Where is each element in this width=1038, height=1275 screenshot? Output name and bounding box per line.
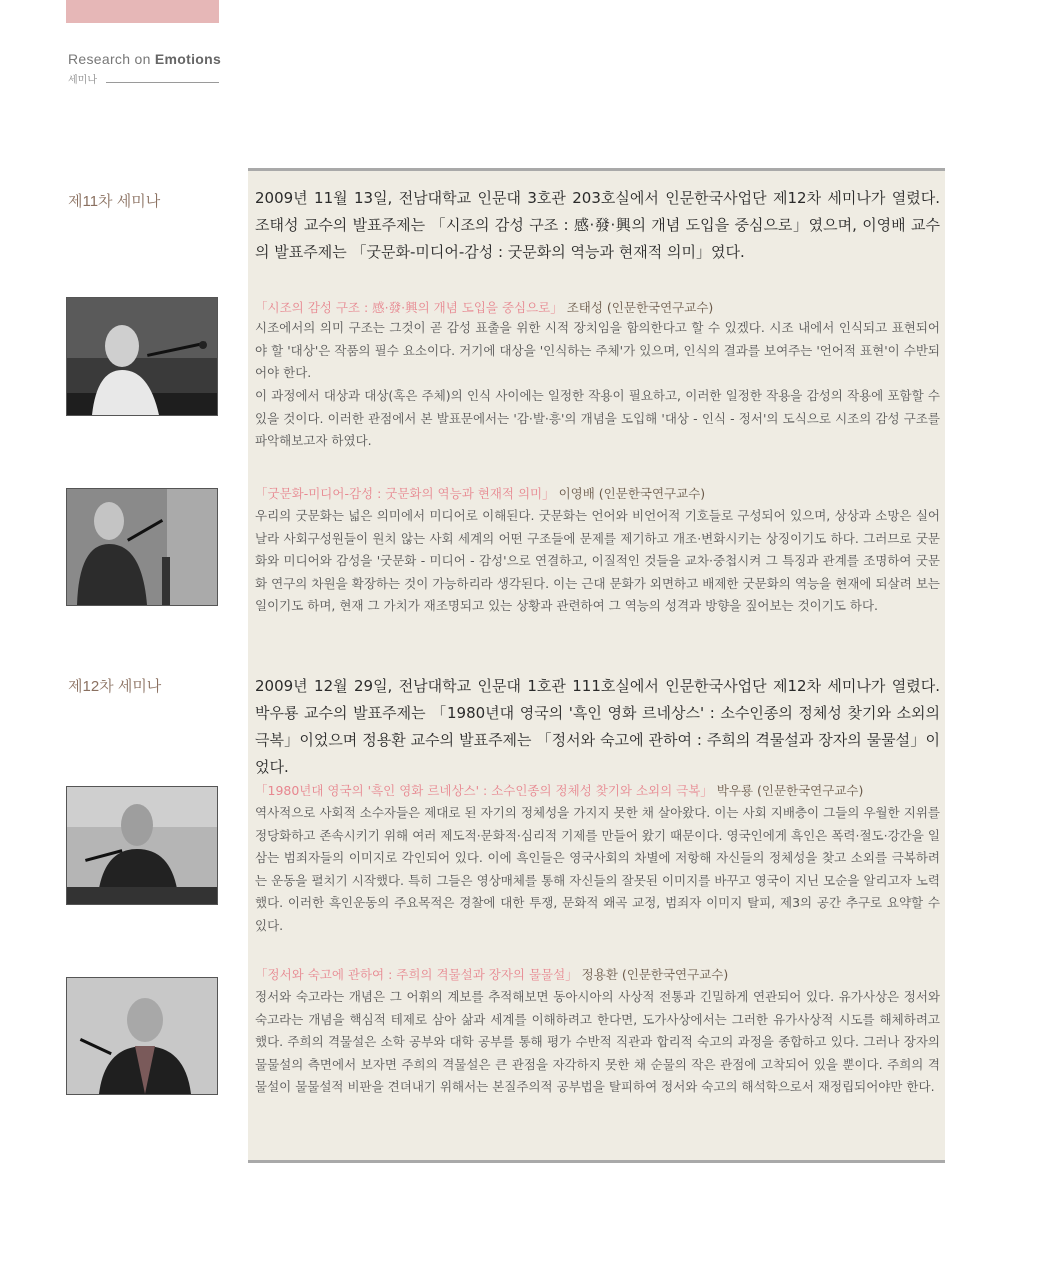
section-subtitle: 세미나: [68, 75, 97, 86]
seminar-12-talk-1-heading: [255, 781, 940, 799]
talk-title: 「굿문화-미디어-감성 : 굿문화의 역능과 현재적 의미」: [255, 486, 555, 501]
seminar-12-talk-2-heading: [255, 965, 940, 983]
talk-title: 「1980년대 영국의 '흑인 영화 르네상스' : 소수인종의 정체성 찾기와 소외의 극복」: [255, 783, 713, 798]
seminar-11-talk-2-body: 우리의 굿문화는 넓은 의미에서 미디어로 이해된다. 굿문화는 언어와 비언어적 기호들로 구성되어 있으며, 상상과 소망은 실어 날라 사회구성원들이 원치 않는 사회 세계의 어떤 구조들에 문제를 제기하고 개조·변화시키는 상징이기도 하다. 그러므로 굿문화와 미디어와 감성을 '굿문화 - 미디어 - 감성'으로 연결하고, 이질적인 것들을 교차·중첩시켜 그 특징과 관계를 조명하여 굿문화 연구의 차원을 확장하는 것이 가능하리라 생각된다. 이는 근대 문화가 외면하고 배제한 굿문화의 역능을 현재에 되살려 보는 일이기도 하며, 현재 그 가치가 재조명되고 있는 상황과 관련하여 그 역능의 성격과 방향을 짚어보는 것이기도 하다.: [255, 508, 940, 613]
section-title-bold: Emotions: [154, 51, 222, 67]
seminar-12-talk-1-body: 역사적으로 사회적 소수자들은 제대로 된 자기의 정체성을 가지지 못한 채 살아왔다. 이는 사회 지배층이 그들의 우월한 지위를 정당화하고 존속시키기 위해 여러 제도적·문화적·심리적 기제를 만들어 왔기 때문이다. 영국인에게 흑인은 폭력·절도·강간을 일삼는 범죄자들의 이미지로 각인되어 있다. 이에 흑인들은 영국사회의 차별에 저항해 자신들의 정체성을 찾고 소외를 극복하려는 운동을 펼치기 시작했다. 특히 그들은 영상매체를 통해 자신들의 잘못된 이미지를 바꾸고 영국이 지닌 모순을 알리고자 노력했다. 이러한 흑인운동의 주요목적은 경찰에 대한 투쟁, 문화적 왜곡 교정, 범죄자 이미지 탈피, 제3의 공간 추구로 요약할 수 있다.: [255, 805, 940, 933]
header-divider: [106, 82, 219, 83]
photo-speaker-4: [66, 977, 218, 1095]
talk-speaker: 정용환 (인문한국연구교수): [581, 967, 729, 982]
talk-title: 「정서와 숙고에 관하여 : 주희의 격물설과 장자의 물물설」: [255, 967, 578, 982]
seminar-11-talk-1-heading: [255, 298, 940, 316]
seminar-11-talk-1-body-2: 이 과정에서 대상과 대상(혹은 주체)의 인식 사이에는 일정한 작용이 필요하고, 이러한 일정한 작용을 감성의 작용에 포함할 수 있을 것이다. 이러한 관점에서 본 발표문에서는 '감·발·흥'의 개념을 도입해 '대상 - 인식 - 정서'의 도식으로 시조의 감성 구조를 파악해보고자 하였다.: [255, 388, 940, 448]
photo-speaker-1: [66, 297, 218, 416]
seminar-11-talk-2-heading: [255, 484, 940, 502]
photo-speaker-2: [66, 488, 218, 606]
seminar-11-talk-1-body: 시조에서의 의미 구조는 그것이 곧 감성 표출을 위한 시적 장치임을 함의한다고 할 수 있겠다. 시조 내에서 인식되고 표현되어야 할 '대상'은 작품의 필수 요소이다. 거기에 대상을 '인식하는 주체'가 있으며, 인식의 결과를 보여주는 '언어적 표현'이 수반되어야 한다.: [255, 320, 940, 380]
seminar-11-intro: 2009년 11월 13일, 전남대학교 인문대 3호관 203호실에서 인문한국사업단 제12차 세미나가 열렸다. 조태성 교수의 발표주제는 「시조의 감성 구조 : 感·發·興의 개념 도입을 중심으로」였으며, 이영배 교수의 발표주제는 「굿문화-미디어-감성 : 굿문화의 역능과 현재적 의미」였다.: [255, 189, 940, 261]
talk-speaker: 박우룡 (인문한국연구교수): [716, 783, 864, 798]
talk-title: 「시조의 감성 구조 : 感·發·興의 개념 도입을 중심으로」: [255, 300, 563, 315]
talk-speaker: 조태성 (인문한국연구교수): [566, 300, 714, 315]
seminar-12-talk-2-body: 정서와 숙고라는 개념은 그 어휘의 계보를 추적해보면 동아시아의 사상적 전통과 긴밀하게 연관되어 있다. 유가사상은 정서와 숙고라는 개념을 핵심적 테제로 삼아 삶과 세계를 이해하려고 한다면, 도가사상에서는 그러한 유가사상적 시도를 해체하려고 했다. 주희의 격물설은 소학 공부와 대학 공부를 통해 평가 수반적 직관과 합리적 숙고의 과정을 종합하고 있다. 그러나 장자의 물물설의 측면에서 보자면 주희의 격물설은 큰 관점을 자각하지 못한 채 순물의 작은 관점에 고착되어 있을 뿐이다. 주희의 격물설이 물물설적 비판을 견뎌내기 위해서는 본질주의적 공부법을 탈피하여 정서와 숙고의 해석학으로서 재정립되어야만 한다.: [255, 989, 940, 1094]
seminar-11-label: 제11차 세미나: [68, 193, 161, 210]
seminar-12-label: 제12차 세미나: [68, 678, 162, 695]
talk-speaker: 이영배 (인문한국연구교수): [558, 486, 706, 501]
photo-speaker-3: [66, 786, 218, 905]
seminar-12-intro: 2009년 12월 29일, 전남대학교 인문대 1호관 111호실에서 인문한국사업단 제12차 세미나가 열렸다. 박우룡 교수의 발표주제는 「1980년대 영국의 '흑인 영화 르네상스' : 소수인종의 정체성 찾기와 소외의 극복」이었으며 정용환 교수의 발표주제는 「정서와 숙고에 관하여 : 주희의 격물설과 장자의 물물설」이었다.: [255, 677, 940, 776]
header-accent-bar: [66, 0, 219, 23]
section-title: Research on Emotions: [68, 51, 222, 67]
